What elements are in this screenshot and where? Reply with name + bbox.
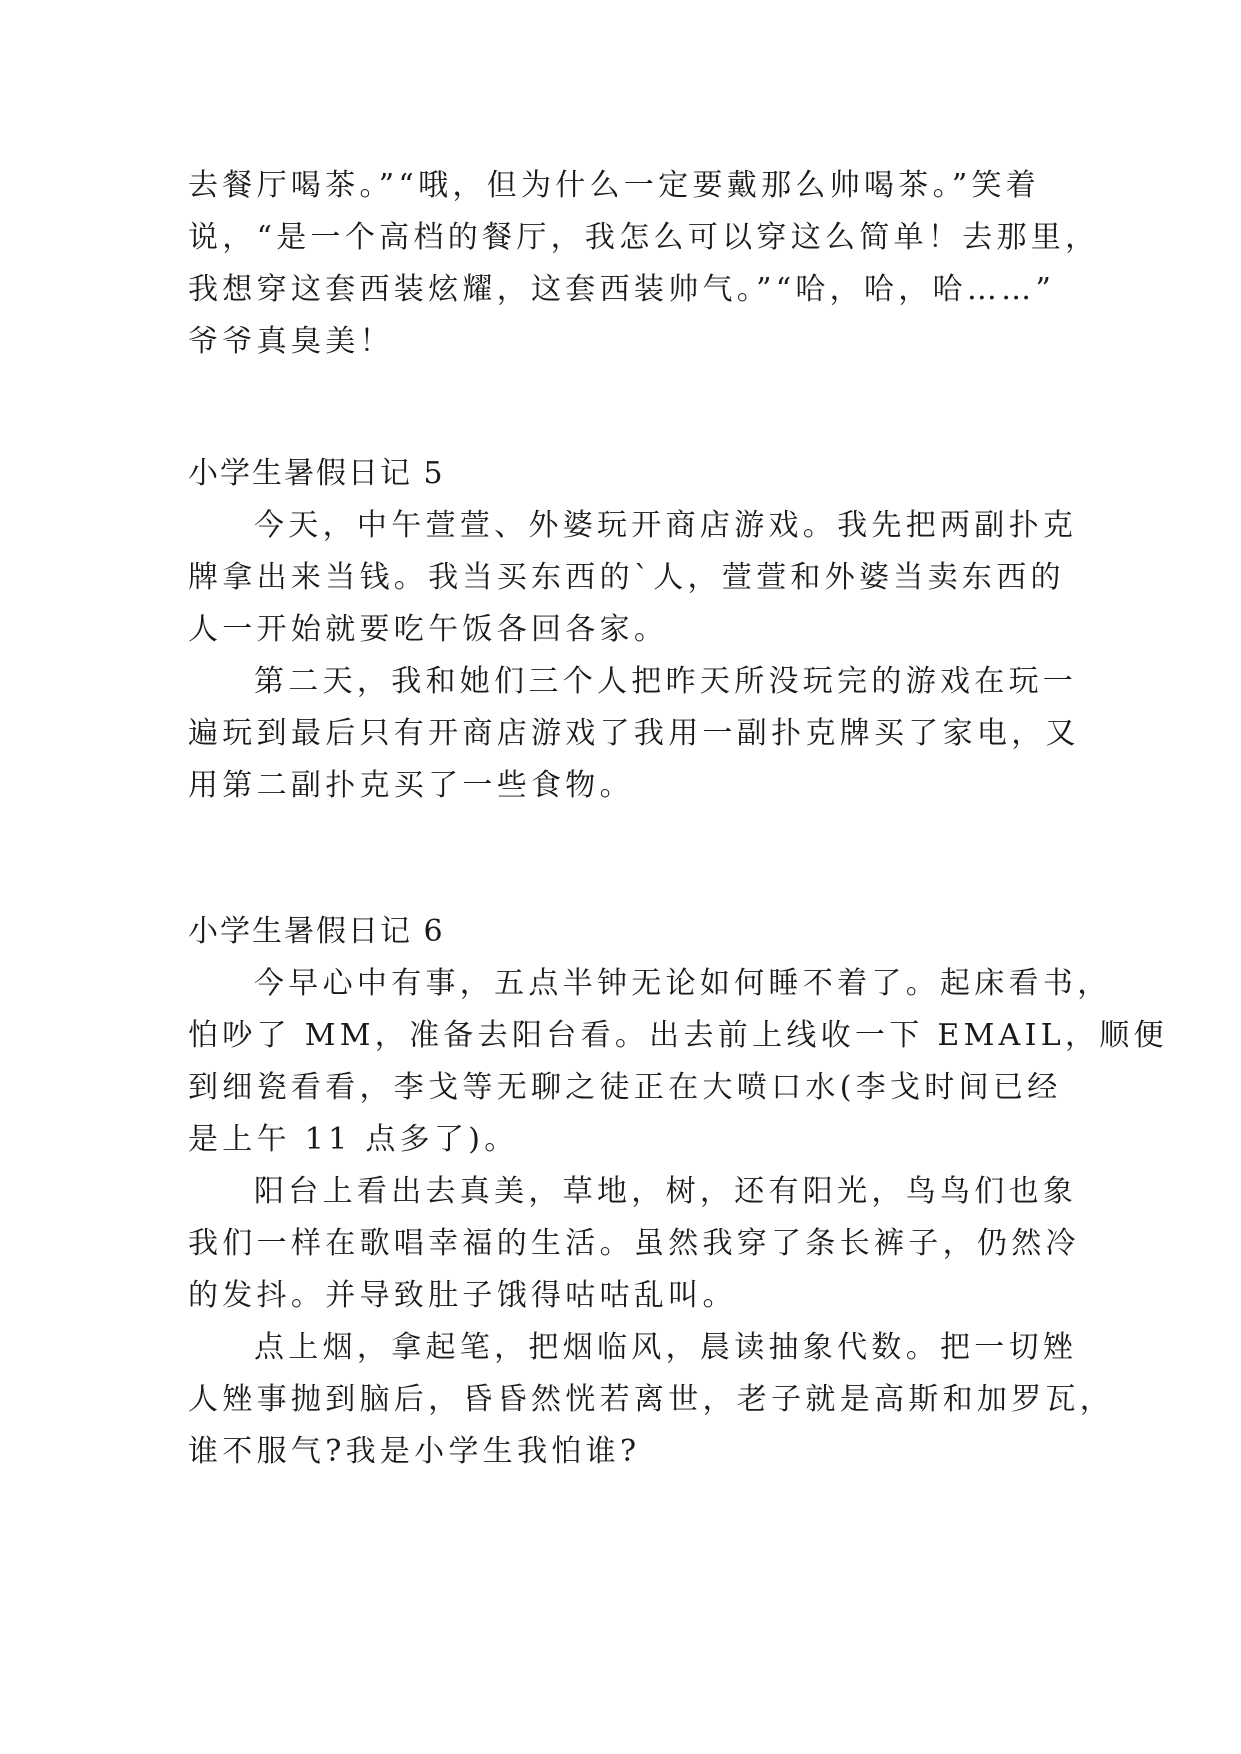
section-heading-diary-6: 小学生暑假日记 6	[188, 914, 445, 949]
text-line: 遍玩到最后只有开商店游戏了我用一副扑克牌买了家电，又	[188, 716, 1080, 751]
paragraph	[188, 656, 1080, 812]
text-line: 点上烟，拿起笔，把烟临风，晨读抽象代数。把一切矬	[254, 1330, 1078, 1365]
paragraph-continuation	[188, 160, 1100, 368]
text-line: 第二天，我和她们三个人把昨天所没玩完的游戏在玩一	[254, 664, 1078, 699]
paragraph	[188, 1166, 1080, 1322]
text-line: 去餐厅喝茶。”“哦，但为什么一定要戴那么帅喝茶。”笑着	[188, 168, 1041, 203]
text-line: 我想穿这套西装炫耀，这套西装帅气。”“哈，哈，哈……”	[188, 272, 1056, 307]
paragraph	[188, 1322, 1115, 1478]
document-page	[188, 160, 1168, 1478]
text-line: 今早心中有事，五点半钟无论如何睡不着了。起床看书，	[254, 966, 1112, 1001]
text-line: 爷爷真臭美！	[188, 324, 394, 359]
text-line: 说，“是一个高档的餐厅，我怎么可以穿这么简单！去那里，	[188, 220, 1100, 255]
text-line: 的发抖。并导致肚子饿得咕咕乱叫。	[188, 1278, 737, 1313]
text-line: 阳台上看出去真美，草地，树，还有阳光，鸟鸟们也象	[254, 1174, 1078, 1209]
text-line: 怕吵了 MM，准备去阳台看。出去前上线收一下 EMAIL，顺便	[188, 1018, 1168, 1053]
text-line: 用第二副扑克买了一些食物。	[188, 768, 634, 803]
text-line: 是上午 11 点多了)。	[188, 1122, 519, 1157]
text-line: 人矬事抛到脑后，昏昏然恍若离世，老子就是高斯和加罗瓦，	[188, 1382, 1115, 1417]
section-heading-diary-5: 小学生暑假日记 5	[188, 456, 445, 491]
text-line: 到细瓷看看，李戈等无聊之徒正在大喷口水(李戈时间已经	[188, 1070, 1062, 1105]
text-line: 牌拿出来当钱。我当买东西的`人，萱萱和外婆当卖东西的	[188, 560, 1065, 595]
paragraph	[188, 500, 1078, 656]
paragraph	[188, 958, 1168, 1166]
text-line: 人一开始就要吃午饭各回各家。	[188, 612, 669, 647]
text-line: 我们一样在歌唱幸福的生活。虽然我穿了条长裤子，仍然冷	[188, 1226, 1080, 1261]
text-line: 今天，中午萱萱、外婆玩开商店游戏。我先把两副扑克	[254, 508, 1078, 543]
text-line: 谁不服气?我是小学生我怕谁?	[188, 1434, 641, 1469]
